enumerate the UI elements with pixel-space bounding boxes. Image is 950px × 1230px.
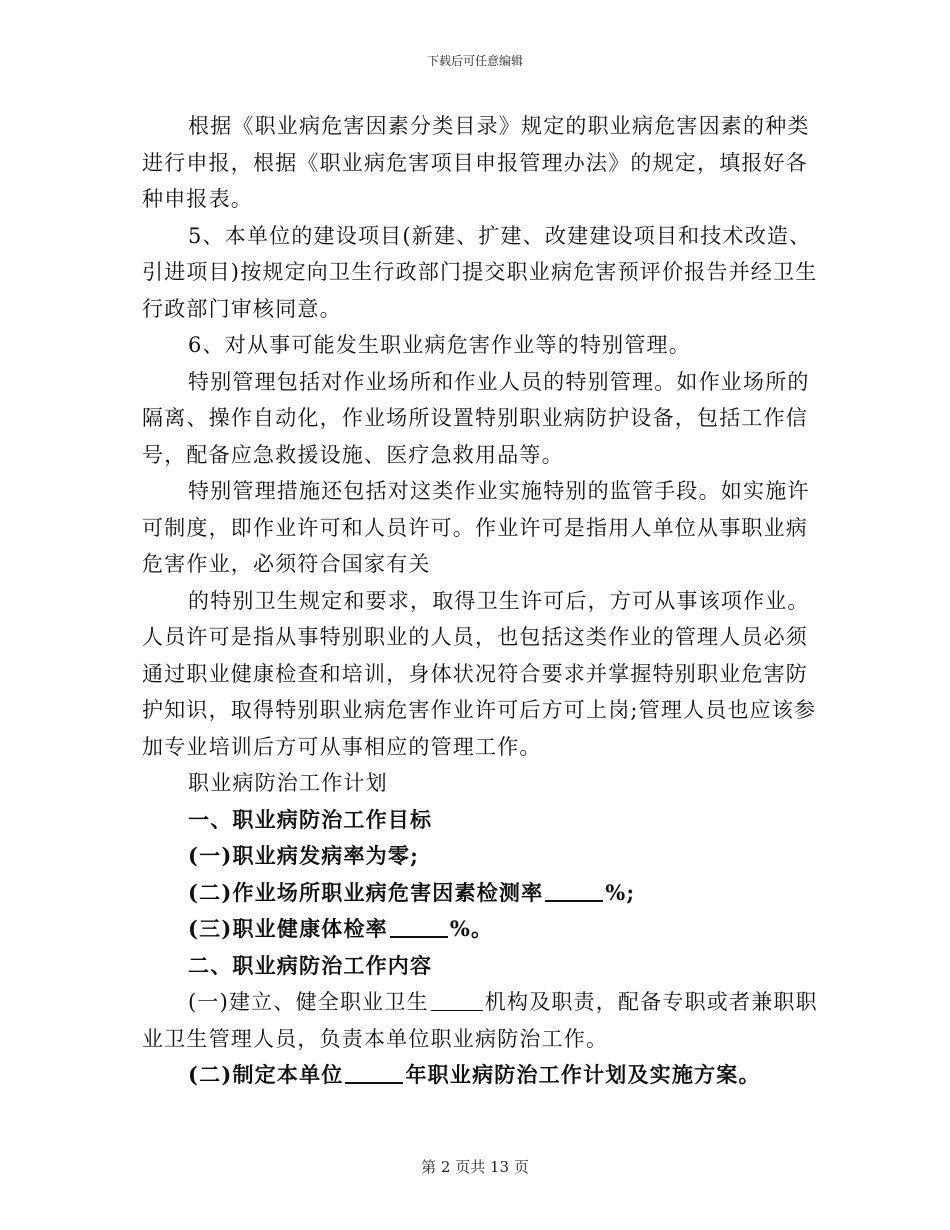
content-item bbox=[142, 1057, 812, 1094]
paragraph-line: 号，配备应急救援设施、医疗急救用品等。 bbox=[142, 442, 564, 467]
section-title: 职业病防治工作计划 bbox=[188, 771, 388, 795]
goal-text: %; bbox=[605, 879, 636, 905]
page-header: 下载后可任意编辑 bbox=[426, 54, 523, 68]
content-item bbox=[142, 984, 818, 1021]
paragraph-line: 根据《职业病危害因素分类目录》规定的职业病危害因素的种类 bbox=[188, 114, 810, 138]
paragraph-line: 人员许可是指从事特别职业的人员，也包括这类作业的管理人员必须 bbox=[142, 625, 808, 649]
paragraph-line: 引进项目)按规定向卫生行政部门提交职业病危害预评价报告并经卫生 bbox=[142, 260, 818, 284]
blank-underline bbox=[545, 880, 603, 902]
content-text: 机构及职责，配备专职或者兼职职 bbox=[484, 990, 818, 1014]
goal-text: (三)职业健康体检率 bbox=[188, 916, 388, 941]
paragraph-line: 6、对从事可能发生职业病危害作业等的特别管理。 bbox=[188, 333, 691, 357]
goal-item bbox=[142, 875, 812, 912]
paragraph-line: 危害作业，必须符合国家有关 bbox=[142, 552, 431, 576]
paragraph-line: 通过职业健康检查和培训，身体状况符合要求并掌握特别职业危害防 bbox=[142, 661, 808, 686]
goal-text: (二)作业场所职业病危害因素检测率 bbox=[188, 879, 544, 905]
goal-item: (一)职业病发病率为零; bbox=[188, 843, 420, 868]
heading-content: 二、职业病防治工作内容 bbox=[188, 952, 433, 978]
paragraph-line: 特别管理包括对作业场所和作业人员的特别管理。如作业场所的 bbox=[188, 369, 810, 394]
content-text: (二)制定本单位 bbox=[188, 1062, 344, 1087]
blank-underline bbox=[345, 1062, 403, 1084]
paragraph-line: 行政部门审核同意。 bbox=[142, 296, 342, 321]
paragraph-line: 种申报表。 bbox=[142, 187, 253, 211]
heading-goals: 一、职业病防治工作目标 bbox=[188, 806, 433, 832]
paragraph-line: 的特别卫生规定和要求，取得卫生许可后，方可从事该项作业。 bbox=[188, 588, 810, 613]
goal-item bbox=[142, 911, 812, 948]
blank-underline bbox=[431, 990, 483, 1011]
paragraph-line: 5、本单位的建设项目(新建、扩建、改建建设项目和技术改造、 bbox=[188, 223, 812, 248]
paragraph-line: 业卫生管理人员，负责本单位职业病防治工作。 bbox=[142, 1026, 609, 1051]
goal-text: %。 bbox=[449, 916, 494, 941]
paragraph-line: 特别管理措施还包括对这类作业实施特别的监管手段。如实施许 bbox=[188, 479, 810, 503]
paragraph-line: 隔离、操作自动化，作业场所设置特别职业病防护设备，包括工作信 bbox=[142, 406, 808, 430]
page-footer: 第 2 页共 13 页 bbox=[421, 1158, 529, 1176]
content-text: (一)建立、健全职业卫生 bbox=[188, 990, 429, 1014]
paragraph-line: 加专业培训后方可从事相应的管理工作。 bbox=[142, 734, 542, 759]
document-body bbox=[142, 108, 818, 1094]
paragraph-line: 可制度，即作业许可和人员许可。作业许可是指用人单位从事职业病 bbox=[142, 515, 808, 540]
blank-underline bbox=[390, 916, 448, 938]
content-text: 年职业病防治工作计划及实施方案。 bbox=[405, 1062, 761, 1087]
paragraph-line: 护知识，取得特别职业病危害作业许可后方可上岗;管理人员也应该参 bbox=[142, 698, 817, 722]
paragraph-line: 进行申报，根据《职业病危害项目申报管理办法》的规定，填报好各 bbox=[142, 150, 808, 175]
